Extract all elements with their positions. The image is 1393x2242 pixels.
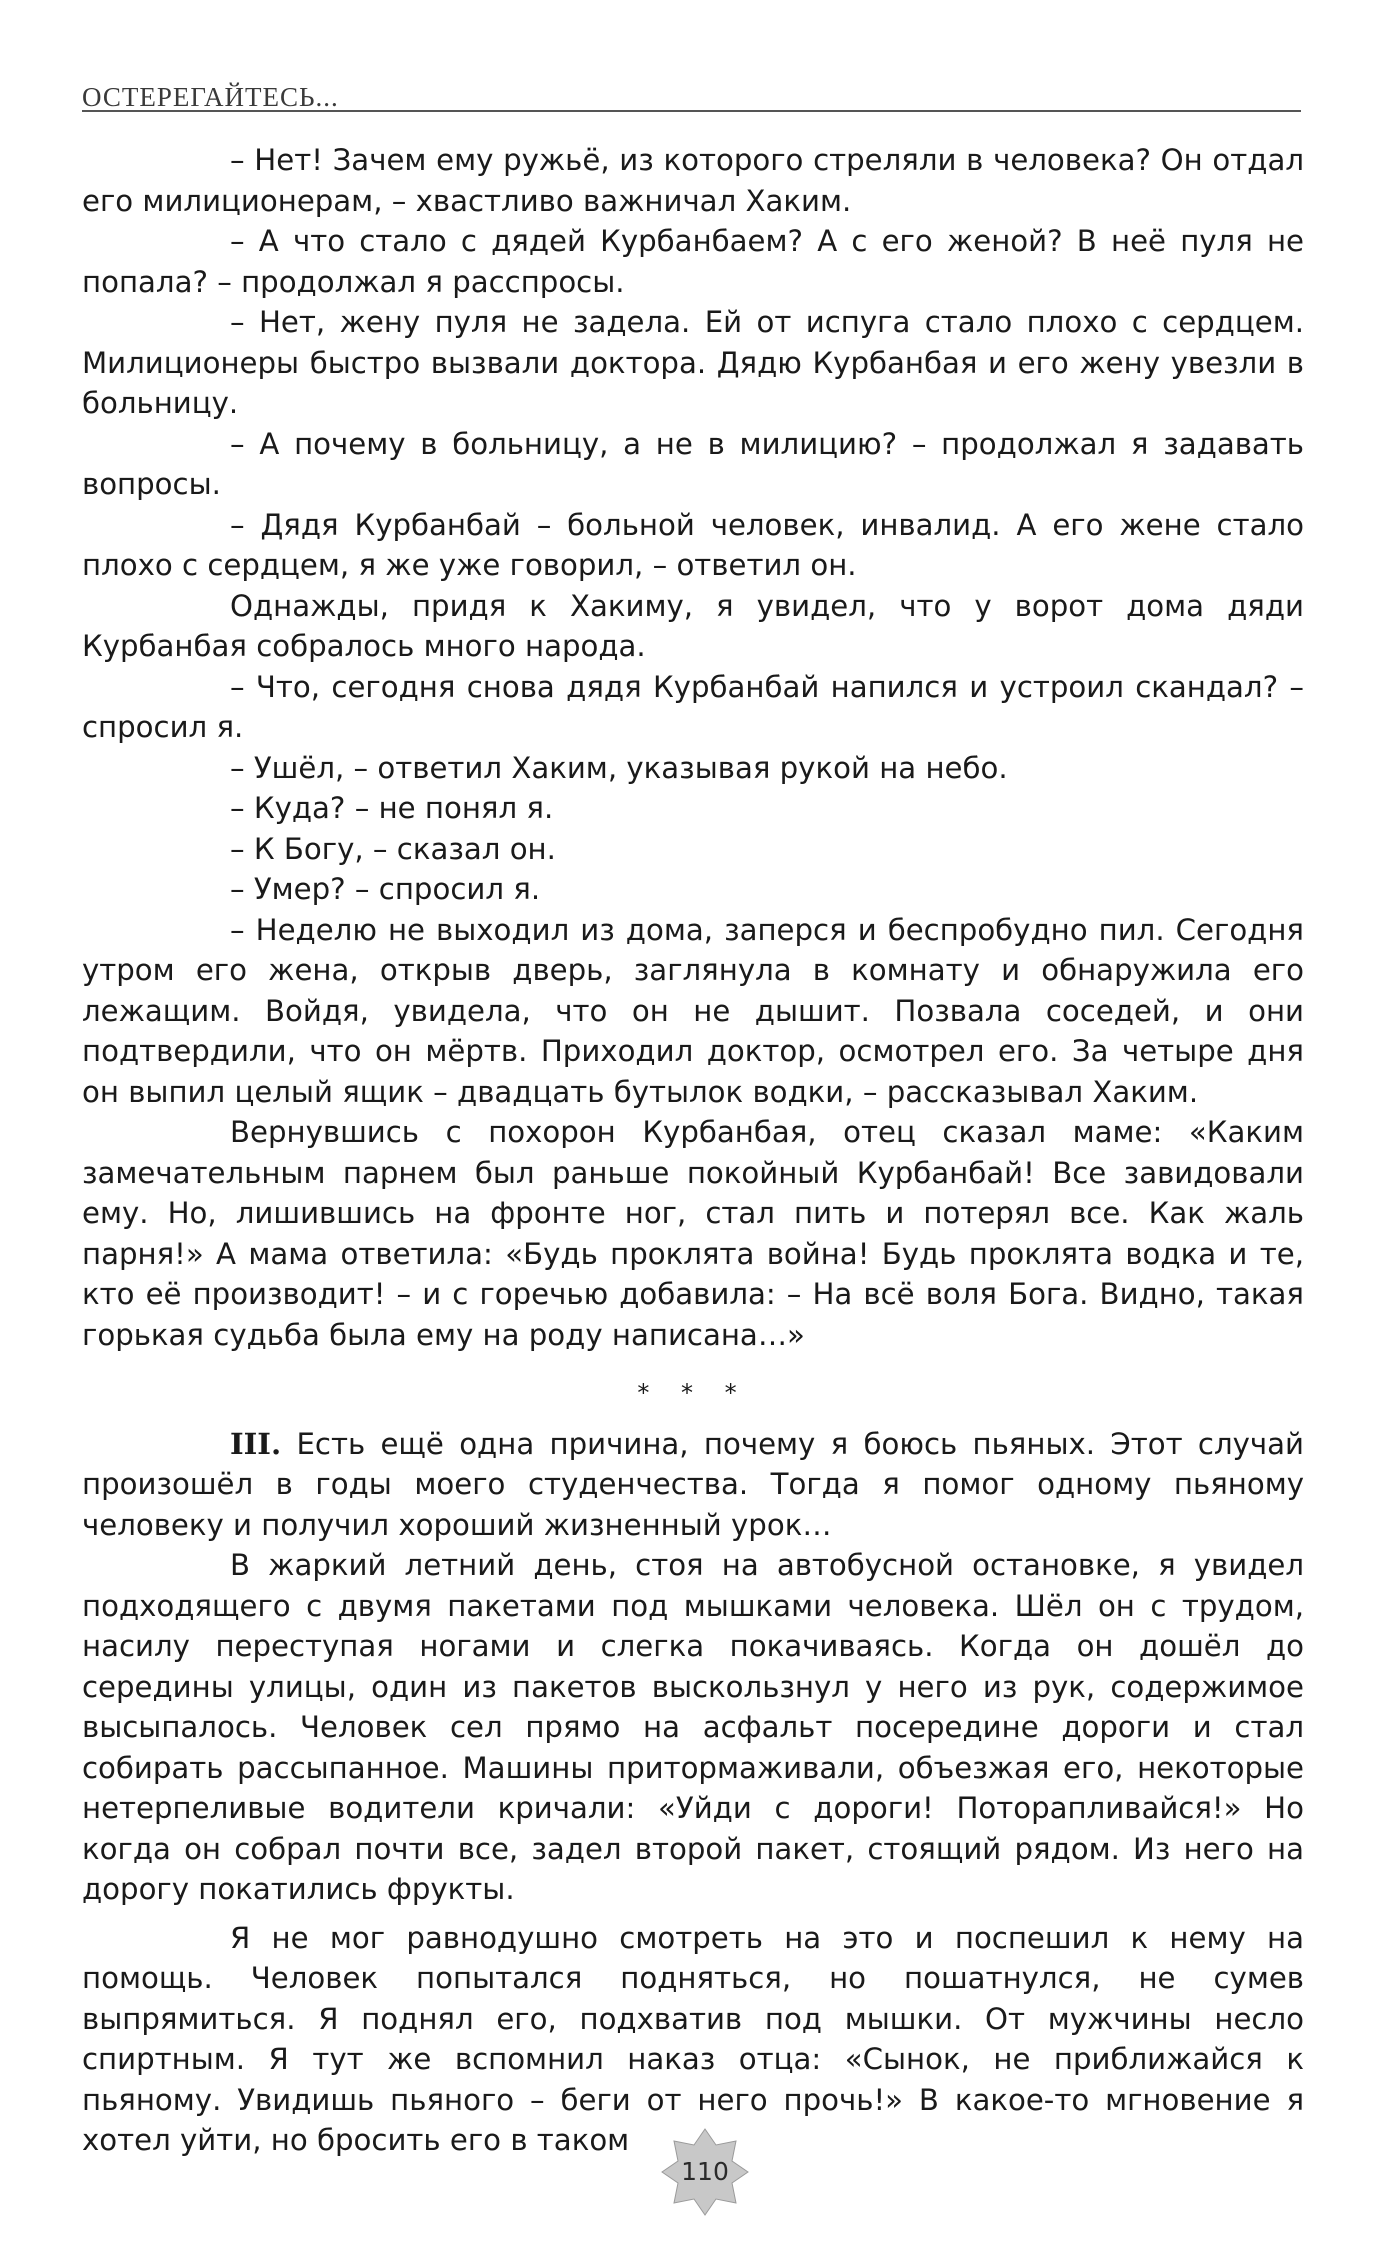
page-number: 110 bbox=[681, 2157, 729, 2186]
page-body bbox=[82, 140, 1304, 2161]
section-number: III. bbox=[230, 1426, 282, 1461]
paragraph: – Нет! Зачем ему ружьё, из которого стреляли в человека? Он отдал его милиционерам, – хвастливо важничал Хаким. bbox=[82, 143, 1304, 218]
paragraph: Вернувшись с похорон Курбанбая, отец сказал маме: «Каким замечательным парнем был раньше покойный Курбанбай! Все завидовали ему. Но, лишившись на фронте ног, стал пить и потерял все. Как жаль парня!» А мама ответила: «Будь проклята война! Будь проклята водка и те, кто её производит! – и с горечью добавила: – На всё воля Бога. Видно, такая горькая судьба была ему на роду написана…» bbox=[82, 1115, 1304, 1352]
header-rule bbox=[82, 110, 1301, 112]
paragraph: В жаркий летний день, стоя на автобусной остановке, я увидел подходящего с двумя пакетами под мышками человека. Шёл он с трудом, насилу переступая ногами и слегка покачиваясь. Когда он дошёл до середины улицы, один из пакетов выскользнул у него из рук, содержимое высыпалось. Человек сел прямо на асфальт посередине дороги и стал собирать рассыпанное. Машины притормаживали, объезжая его, некоторые нетерпеливые водители кричали: «Уйди с дороги! Поторапливайся!» Но когда он собрал почти все, задел второй пакет, стоящий рядом. Из него на дорогу покатились фрукты. bbox=[82, 1548, 1304, 1906]
paragraph: – К Богу, – сказал он. bbox=[230, 831, 556, 866]
paragraph: – А что стало с дядей Курбанбаем? А с его женой? В неё пуля не попала? – продолжал я расспросы. bbox=[82, 224, 1304, 299]
page-number-badge bbox=[660, 2127, 750, 2217]
paragraph: – Умер? – спросил я. bbox=[230, 872, 541, 906]
paragraph: – А почему в больницу, а не в милицию? – продолжал я задавать вопросы. bbox=[82, 426, 1304, 501]
section-intro bbox=[82, 1424, 1304, 1546]
paragraph: – Куда? – не понял я. bbox=[230, 791, 554, 825]
paragraph: Я не мог равнодушно смотреть на это и поспешил к нему на помощь. Человек попытался подняться, но пошатнулся, не сумев выпрямиться. Я поднял его, подхватив под мышки. От мужчины несло спиртным. Я тут же вспомнил наказ отца: «Сынок, не приближайся к пьяному. Увидишь пьяного – беги от него прочь!» В какое-то мгновение я хотел уйти, но бросить его в таком bbox=[82, 1920, 1304, 2157]
running-title: ОСТЕРЕГАЙТЕСЬ... bbox=[82, 82, 339, 112]
section-separator: * * * bbox=[637, 1379, 749, 1407]
paragraph: – Неделю не выходил из дома, заперся и беспробудно пил. Сегодня утром его жена, открыв дверь, заглянула в комнату и обнаружила его лежащим. Войдя, увидела, что он не дышит. Позвала соседей, и они подтвердили, что он мёртв. Приходил доктор, осмотрел его. За четыре дня он выпил целый ящик – двадцать бутылок водки, – рассказывал Хаким. bbox=[82, 912, 1304, 1109]
paragraph: Однажды, придя к Хакиму, я увидел, что у ворот дома дяди Курбанбая собралось много народа. bbox=[82, 588, 1304, 663]
paragraph: – Ушёл, – ответил Хаким, указывая рукой на небо. bbox=[230, 750, 1008, 785]
paragraph: – Нет, жену пуля не задела. Ей от испуга стало плохо с сердцем. Милиционеры быстро вызвали доктора. Дядю Курбанбая и его жену увезли в больницу. bbox=[82, 305, 1304, 420]
paragraph: – Что, сегодня снова дядя Курбанбай напился и устроил скандал? – спросил я. bbox=[82, 669, 1304, 744]
paragraph: – Дядя Курбанбай – больной человек, инвалид. А его жене стало плохо с сердцем, я же уже говорил, – ответил он. bbox=[82, 507, 1304, 582]
section-intro-text: Есть ещё одна причина, почему я боюсь пьяных. Этот случай произошёл в годы моего студенчества. Тогда я помог одному пьяному человеку и получил хороший жизненный урок… bbox=[82, 1426, 1305, 1542]
